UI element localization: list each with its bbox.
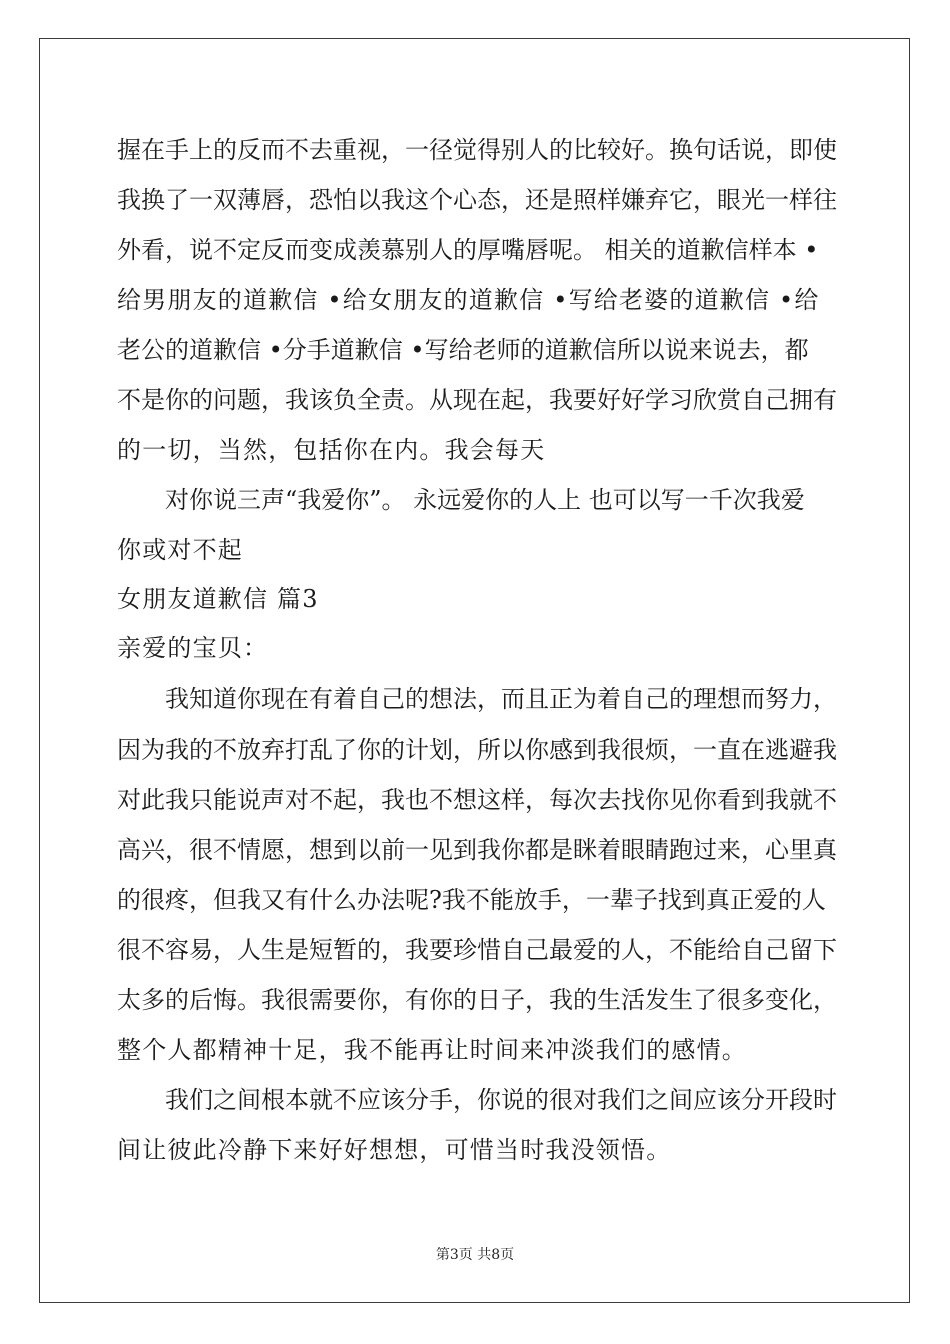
text-line: 太多的后悔。我很需要你，有你的日子，我的生活发生了很多变化， <box>117 986 837 1014</box>
text-line: 不是你的问题，我该负全责。从现在起，我要好好学习欣赏自己拥有 <box>117 386 837 414</box>
section-heading: 女朋友道歉信 篇3 <box>117 585 319 613</box>
text-line: 老公的道歉信 •分手道歉信 •写给老师的道歉信所以说来说去，都 <box>117 336 809 364</box>
text-line: 对你说三声“我爱你”。 永远爱你的人上 也可以写一千次我爱 <box>165 486 805 514</box>
page-number: 第3页 共8页 <box>435 1247 515 1263</box>
text-line: 因为我的不放弃打乱了你的计划，所以你感到我很烦，一直在逃避我 <box>117 736 837 764</box>
text-line: 外看，说不定反而变成羡慕别人的厚嘴唇呢。 相关的道歉信样本 • <box>117 236 819 264</box>
text-line: 对此我只能说声对不起，我也不想这样，每次去找你见你看到我就不 <box>117 786 837 814</box>
text-line: 握在手上的反而不去重视，一径觉得别人的比较好。换句话说，即使 <box>117 136 837 164</box>
text-line: 给男朋友的道歉信 •给女朋友的道歉信 •写给老婆的道歉信 •给 <box>117 286 820 314</box>
text-line: 整个人都精神十足，我不能再让时间来冲淡我们的感情。 <box>117 1036 747 1064</box>
text-line: 的一切，当然，包括你在内。我会每天 <box>117 436 546 464</box>
text-line: 你或对不起 <box>117 536 243 564</box>
text-line: 高兴，很不情愿，想到以前一见到我你都是眯着眼睛跑过来，心里真 <box>117 836 837 864</box>
text-line: 我知道你现在有着自己的想法，而且正为着自己的理想而努力， <box>165 685 837 713</box>
text-line: 的很疼，但我又有什么办法呢?我不能放手，一辈子找到真正爱的人 <box>117 886 826 914</box>
text-line: 很不容易，人生是短暂的，我要珍惜自己最爱的人，不能给自己留下 <box>117 936 837 964</box>
text-line: 我们之间根本就不应该分手，你说的很对我们之间应该分开段时 <box>165 1086 837 1114</box>
text-line: 间让彼此冷静下来好好想想，可惜当时我没领悟。 <box>117 1136 672 1164</box>
text-line: 我换了一双薄唇，恐怕以我这个心态，还是照样嫌弃它，眼光一样往 <box>117 186 837 214</box>
salutation: 亲爱的宝贝： <box>117 634 269 662</box>
